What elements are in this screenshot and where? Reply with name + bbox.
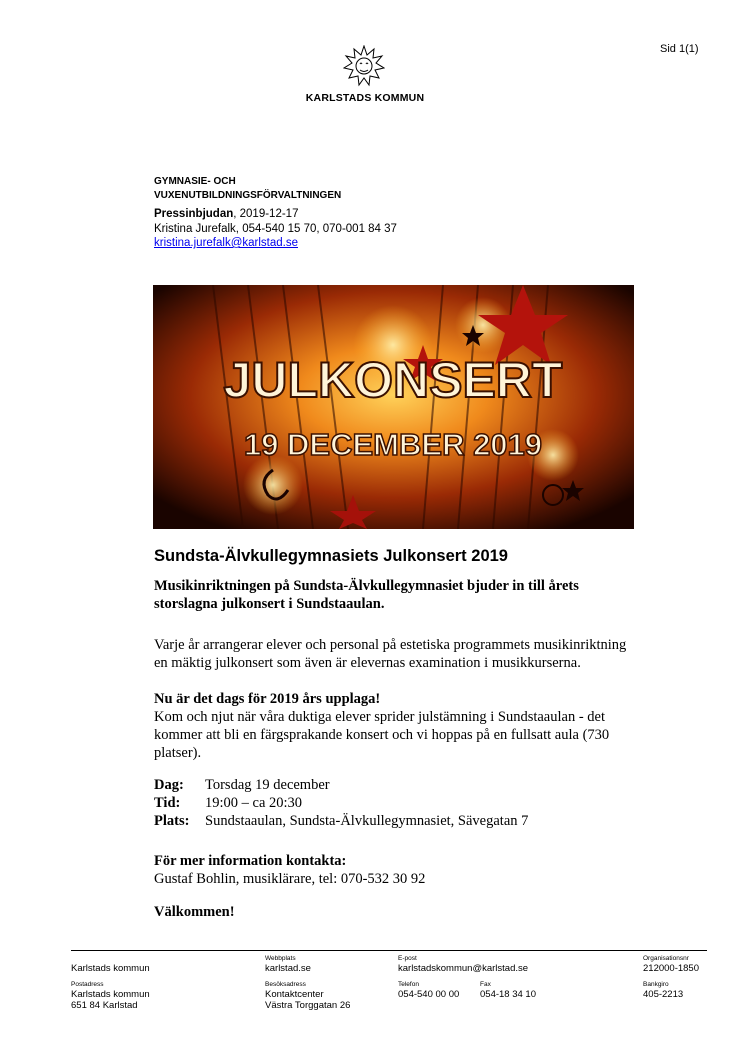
department-name: [154, 175, 341, 203]
footer-email: [398, 955, 528, 974]
department-line-1: GYMNASIE- OCH: [154, 176, 236, 187]
department-line-2: VUXENUTBILDNINGSFÖRVALTNINGEN: [154, 190, 342, 201]
article-lead: Musikinriktningen på Sundsta-Älvkullegymnasiet bjuder in till årets storslagna julkonsert i Sundstaaulan.: [154, 578, 579, 612]
press-label: Pressinbjudan: [154, 208, 234, 220]
more-info-heading: För mer information kontakta:: [154, 853, 347, 869]
footer-bankgiro-value: 405-2213: [643, 989, 684, 1000]
footer-web: [265, 955, 311, 974]
footer-visit-label: Besöksadress: [265, 981, 306, 988]
footer-postal-line-1: Karlstads kommun: [71, 989, 150, 1000]
more-info-contact: Gustaf Bohlin, musiklärare, tel: 070-532 30 92: [154, 871, 426, 887]
footer-visit-line-2: Västra Torggatan 26: [265, 1000, 351, 1011]
banner-title: JULKONSERT: [223, 352, 563, 408]
footer-fax: [480, 981, 536, 1000]
detail-value: Torsdag 19 december: [205, 777, 330, 793]
event-details: [154, 776, 528, 830]
detail-label: Plats:: [154, 813, 190, 829]
welcome-text: Välkommen!: [154, 904, 235, 920]
footer-postal-line-2: 651 84 Karlstad: [71, 1000, 138, 1011]
paragraph-2-body: Kom och njut när våra duktiga elever sprider julstämning i Sundstaaulan - det kommer att bli en färgsprakande konsert och vi hoppas på en fullsatt aula (730 platser).: [154, 709, 610, 761]
footer-phone: [398, 981, 459, 1000]
footer-phone-label: Telefon: [398, 981, 419, 988]
footer-email-label: E-post: [398, 955, 417, 962]
logo-text: KARLSTADS KOMMUN: [305, 92, 425, 104]
detail-value: Sundstaaulan, Sundsta-Älvkullegymnasiet, Sävegatan 7: [205, 813, 529, 829]
footer-org-name: Karlstads kommun: [71, 963, 150, 974]
detail-value: 19:00 – ca 20:30: [205, 795, 303, 811]
page-number: Sid 1(1): [660, 43, 699, 55]
footer-fax-value: 054-18 34 10: [480, 989, 536, 1000]
footer-orgnr: [643, 955, 699, 974]
footer-phone-value: 054-540 00 00: [398, 989, 460, 1000]
sun-logo-icon: [343, 45, 385, 87]
footer-orgnr-value: 212000-1850: [643, 963, 699, 974]
detail-label: Tid:: [154, 795, 181, 811]
banner-date: 19 DECEMBER 2019: [243, 427, 543, 462]
footer-web-label: Webbplats: [265, 955, 296, 962]
press-line: [154, 207, 298, 222]
footer-postal: [71, 981, 150, 1011]
julkonsert-banner-image: [153, 285, 634, 529]
footer-email-value[interactable]: karlstadskommun@karlstad.se: [398, 963, 529, 974]
footer-orgnr-label: Organisationsnr: [643, 955, 689, 962]
paragraph-2-heading: Nu är det dags för 2019 års upplaga!: [154, 691, 381, 707]
footer-bankgiro: [643, 981, 683, 1000]
footer-postal-label: Postadress: [71, 981, 104, 988]
detail-row-day: [154, 776, 528, 794]
footer-visit-line-1: Kontaktcenter: [265, 989, 324, 1000]
footer-visit: [265, 981, 350, 1011]
footer-fax-label: Fax: [480, 981, 491, 988]
article-paragraph-2: [154, 690, 634, 762]
detail-row-place: [154, 812, 528, 830]
press-date: , 2019-12-17: [233, 208, 299, 220]
footer-bankgiro-label: Bankgiro: [643, 981, 669, 988]
detail-label: Dag:: [154, 777, 184, 793]
detail-row-time: [154, 794, 528, 812]
more-info: [154, 852, 425, 888]
contact-person: Kristina Jurefalk, 054-540 15 70, 070-001 84 37: [154, 223, 397, 235]
footer-web-value[interactable]: karlstad.se: [265, 963, 311, 974]
footer-divider: [71, 950, 707, 951]
contact-email-link[interactable]: kristina.jurefalk@karlstad.se: [154, 237, 298, 249]
article-paragraph-1: Varje år arrangerar elever och personal på estetiska programmets musikinriktning en mäktig julkonsert som även är elevernas examination i musikkurserna.: [154, 637, 627, 671]
article-headline: Sundsta-Älvkullegymnasiets Julkonsert 2019: [154, 547, 508, 565]
